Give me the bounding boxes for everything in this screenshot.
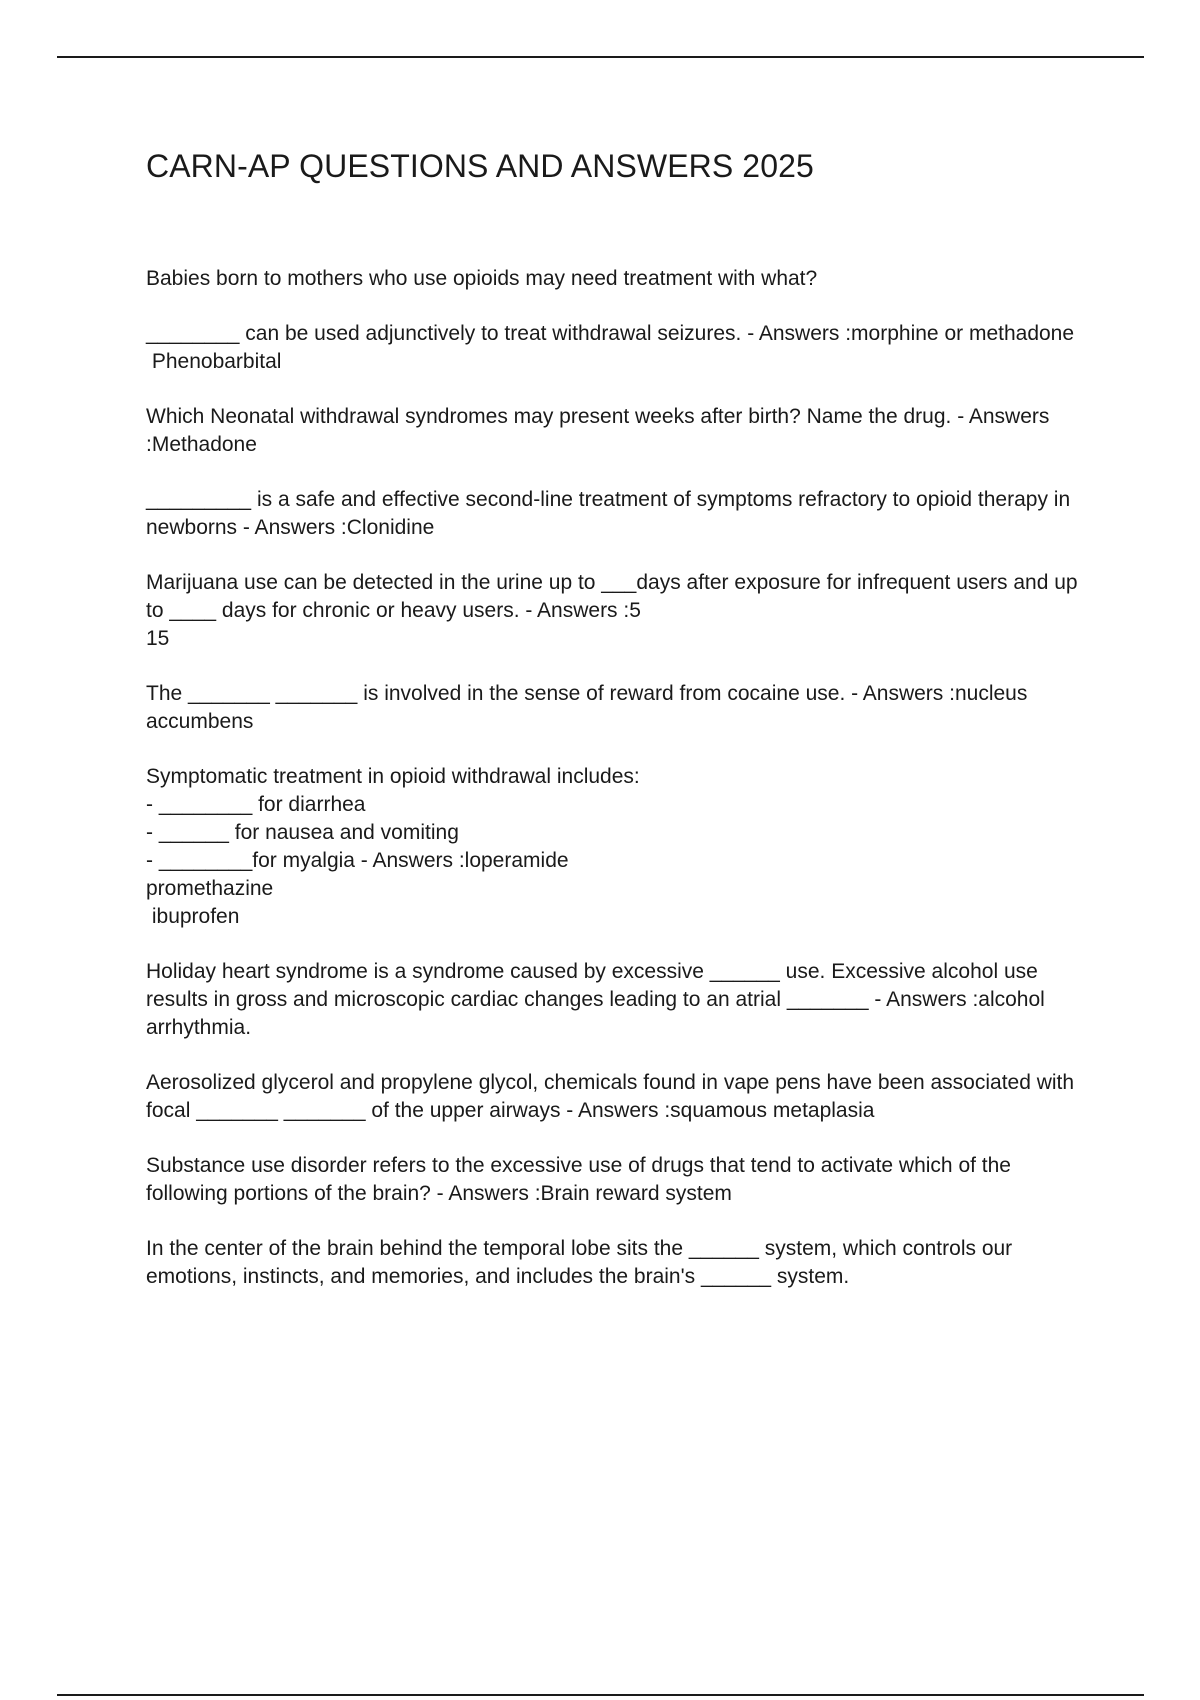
- top-rule: [57, 56, 1144, 58]
- qa-item: Substance use disorder refers to the excessive use of drugs that tend to activate which of the following portions of the brain? - Answers :Brain reward system: [146, 1154, 1017, 1205]
- qa-item: _________ is a safe and effective second-line treatment of symptoms refractory to opioid therapy in newborns - Answers :Clonidine: [146, 488, 1076, 539]
- qa-item: Which Neonatal withdrawal syndromes may present weeks after birth? Name the drug. - Answers :Methadone: [146, 405, 1056, 456]
- qa-item: Marijuana use can be detected in the urine up to ___days after exposure for infrequent users and up to ____ days for chronic or heavy users. - Answers :5 15: [146, 571, 1078, 650]
- qa-item: Babies born to mothers who use opioids may need treatment with what?: [146, 267, 818, 290]
- qa-item: Aerosolized glycerol and propylene glycol, chemicals found in vape pens have been associated with focal _______ _______ of the upper airways - Answers :squamous metaplasia: [146, 1071, 1080, 1122]
- page-content: [146, 145, 1096, 1318]
- document-title: CARN-AP QUESTIONS AND ANSWERS 2025: [146, 148, 814, 184]
- qa-item: In the center of the brain behind the temporal lobe sits the ______ system, which controls our emotions, instincts, and memories, and includes the brain's ______ system.: [146, 1237, 1019, 1288]
- qa-item: Symptomatic treatment in opioid withdrawal includes: - ________ for diarrhea - ______ for nausea and vomiting - ________for myalgia - Answers :loperamide promethazine ibuprofen: [146, 765, 640, 928]
- bottom-rule: [57, 1694, 1144, 1696]
- qa-item: The _______ _______ is involved in the sense of reward from cocaine use. - Answers :nucleus accumbens: [146, 682, 1034, 733]
- qa-list: [146, 265, 1096, 1291]
- qa-item: ________ can be used adjunctively to treat withdrawal seizures. - Answers :morphine or methadone Phenobarbital: [146, 322, 1075, 373]
- qa-item: Holiday heart syndrome is a syndrome caused by excessive ______ use. Excessive alcohol use results in gross and microscopic cardiac changes leading to an atrial _______ - Answers :alcohol arrhythmia.: [146, 960, 1045, 1039]
